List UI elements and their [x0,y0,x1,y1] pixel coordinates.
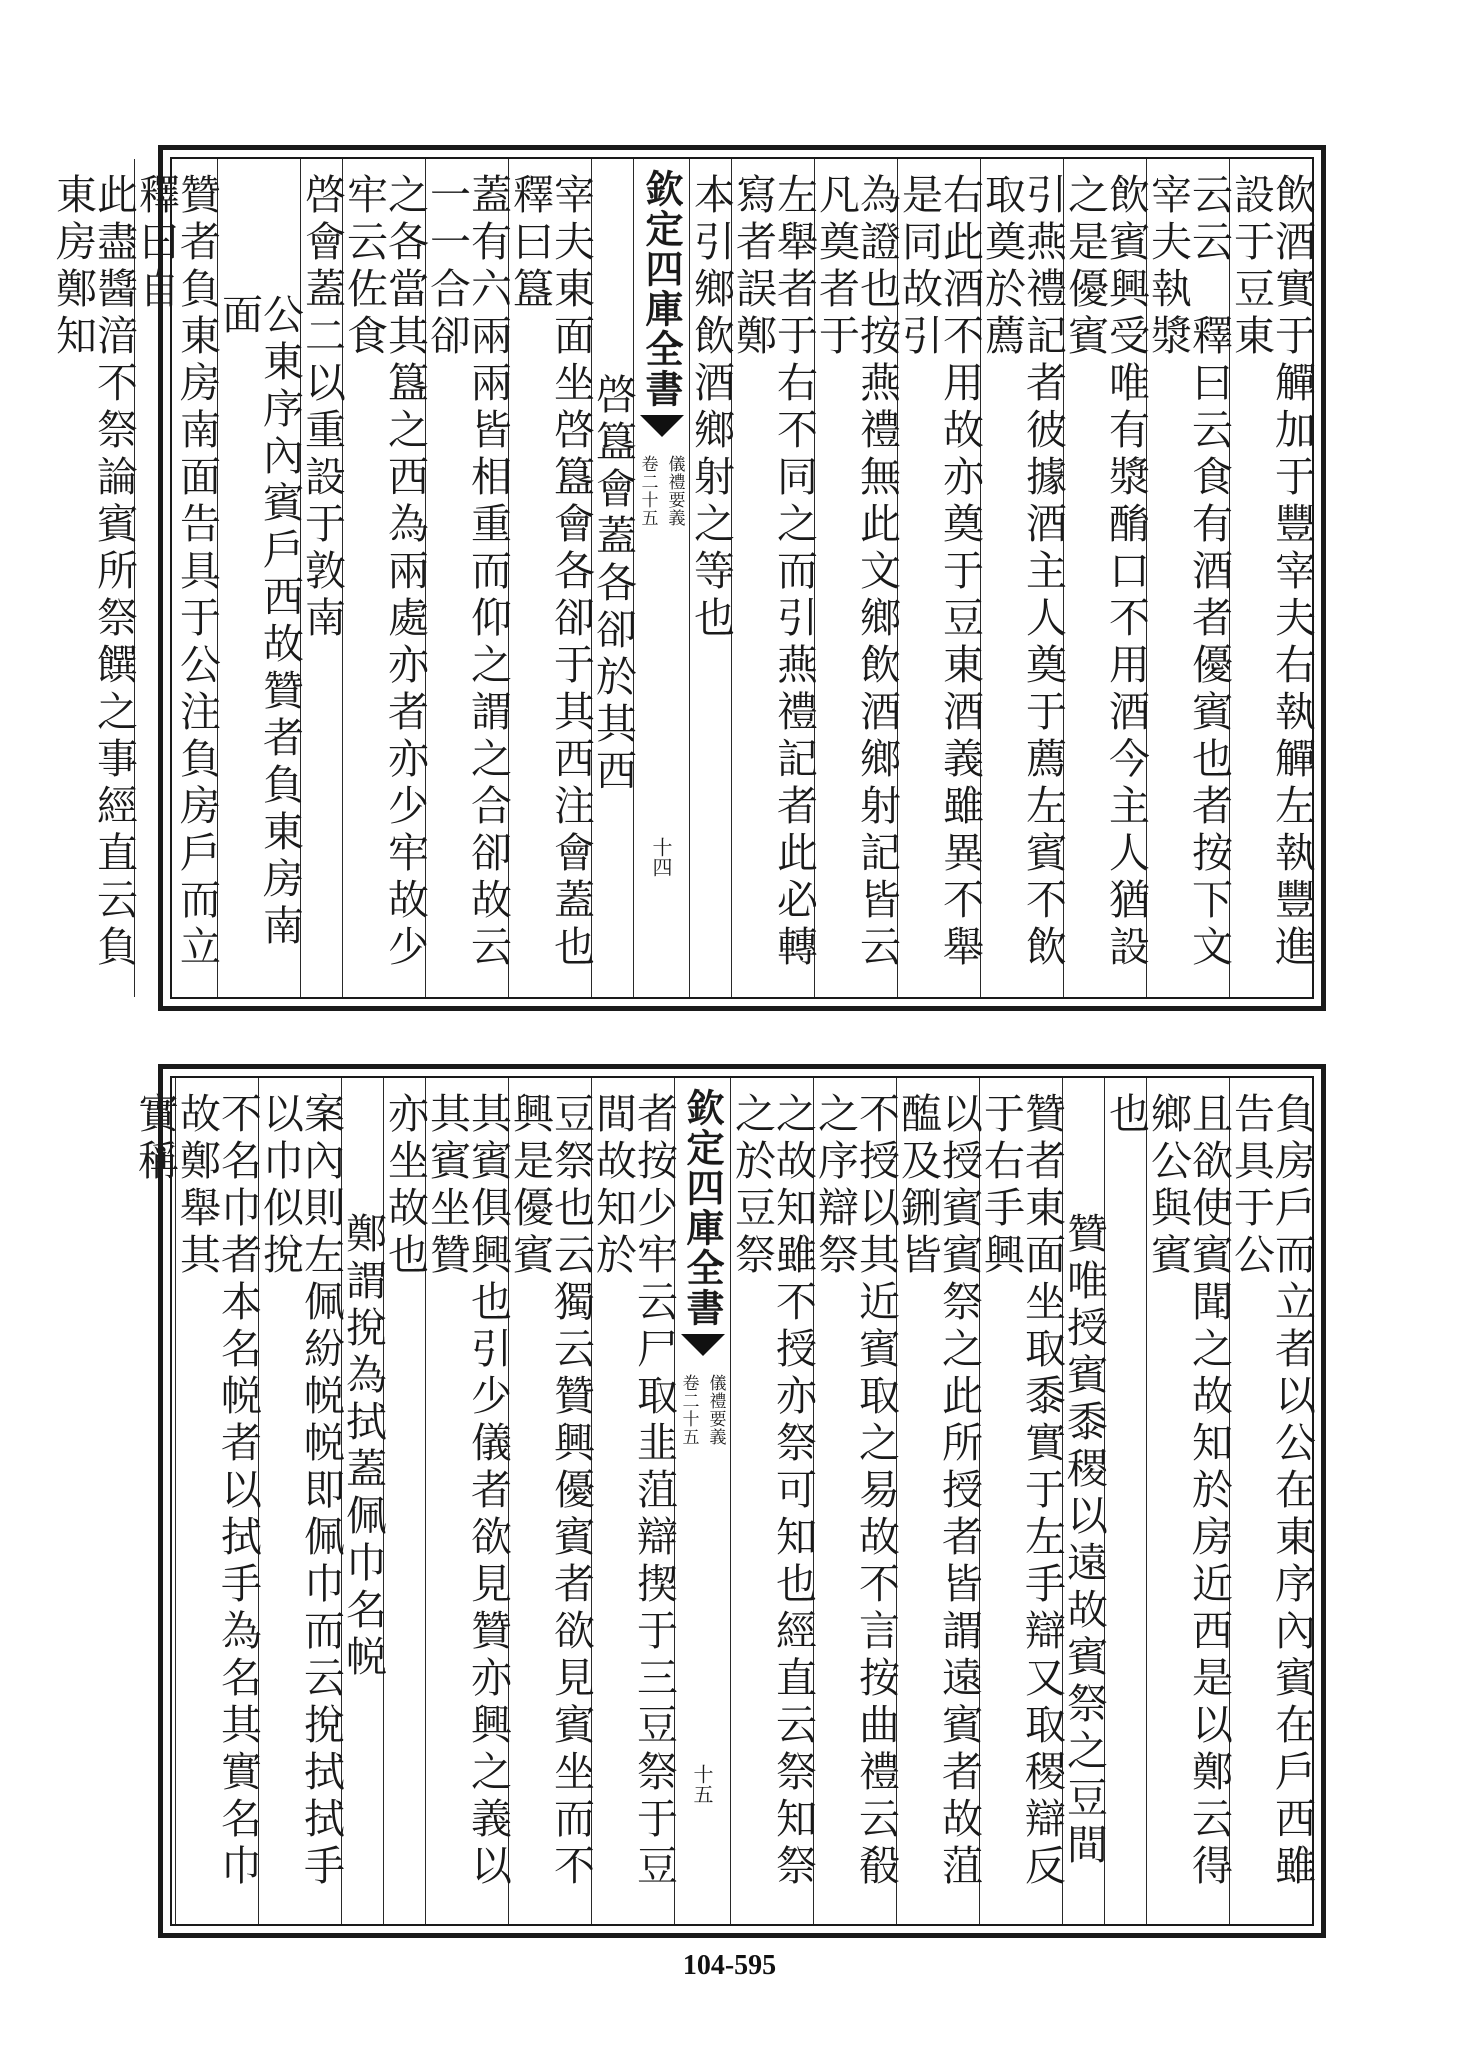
volume-info [636,455,688,527]
page-number: 104-595 [682,1950,777,1981]
text-column: 右此酒不用故亦奠于豆東酒義雖異不舉是同故引 [897,159,980,997]
volume-title: 儀禮要義 [664,455,685,527]
text-column: 豆祭也云獨云贊興優賓者欲見賓坐而不興是優賓 [508,1078,591,1924]
folio-number: 十五 [690,1764,714,1804]
text-column: 蓋有六兩兩皆相重而仰之謂之合卻故云一一合卻 [425,159,508,997]
text-column: 贊者負東房南面告具于公注負房戶而立 釋曰自 [134,159,217,997]
text-column: 其賓俱興也引少儀者欲見贊亦興之義以其賓坐贊 [425,1078,508,1924]
text-column: 公東序內賓戶西故贊者負東房南面 [217,159,300,997]
text-column: 案內則左佩紛帨帨即佩巾而云挩拭拭手以巾似挩 [258,1078,341,1924]
center-fold-column [674,1078,730,1924]
text-column: 鄭謂挩為拭蓋佩巾名帨 [341,1078,383,1924]
text-column: 亦坐故也 [383,1078,425,1924]
book-title: 欽定四庫全書 [639,169,684,409]
text-column: 為證也按燕禮無此文鄉飲酒鄉射記皆云凡奠者于 [814,159,897,997]
volume-title: 儀禮要義 [705,1374,726,1446]
text-column: 本引鄉飲酒鄉射之等也 [689,159,731,997]
chapter-label: 卷二十五 [637,455,658,527]
bottom-panel [131,1064,1326,1938]
text-column: 不授以其近賓取之易故不言按曲禮云殽之序辯祭 [813,1078,896,1924]
text-column: 宰夫東面坐啓簋會各卻于其西注會蓋也 釋曰簋 [508,159,591,997]
text-column: 贊者東面坐取黍實于左手辯又取稷辯反于右手興 [979,1078,1062,1924]
fish-tail-mark [681,1334,725,1356]
fish-tail-mark [640,415,684,437]
text-column: 左舉者于右不同之而引燕禮記者此必轉寫者誤鄭 [731,159,814,997]
center-fold-column [633,159,689,997]
text-column: 之各當其簋之西為兩處亦者亦少牢故少牢云佐食 [342,159,425,997]
text-column: 引燕禮記者彼據酒主人奠于薦左賓不飲取奠於薦 [980,159,1063,997]
text-column: 不名巾者本名帨者以拭手為名其實名巾故鄭舉其 [175,1078,258,1924]
text-column: 也 [1104,1078,1146,1924]
chapter-label: 卷二十五 [678,1374,699,1446]
text-column: 負房戶而立者以公在東序內賓在戶西雖告具于公 [1229,1078,1312,1924]
folio-number: 十四 [649,837,673,877]
text-column: 者按少牢云尸取韭菹辯揳于三豆祭于豆間故知於 [591,1078,674,1924]
top-panel-columns [49,157,1316,1019]
section-heading-column: 啓簋會蓋各卻於其西 [591,159,633,997]
text-column: 云云 釋曰云食有酒者優賓也者按下文宰夫執漿 [1146,159,1229,997]
text-column: 啓會蓋二以重設于敦南 [300,159,342,997]
text-column: 此盡醬湆不祭論賓所祭饌之事經直云負東房鄭知 [49,173,138,972]
text-column: 實稱 [131,1092,179,1186]
book-title: 欽定四庫全書 [680,1088,725,1328]
text-column: 之故知雖不授亦祭可知也經直云祭知祭之於豆祭 [730,1078,813,1924]
text-column: 以授賓賓祭之此所授者皆謂遠賓者故菹醢及鉶皆 [896,1078,979,1924]
volume-info [677,1374,729,1446]
bottom-panel-columns [131,1076,1316,1926]
top-panel [49,145,1326,1019]
text-column: 飲賓興受唯有漿酳口不用酒今主人猶設之是優賓 [1063,159,1146,997]
text-column: 飲酒實于觶加于豐宰夫右執觶左執豐進設于豆東 [1229,159,1312,997]
text-column: 贊唯授賓黍稷以遠故賓祭之豆間 [1062,1078,1104,1924]
text-column: 且欲使賓聞之故知於房近西是以鄭云得鄉公與賓 [1146,1078,1229,1924]
